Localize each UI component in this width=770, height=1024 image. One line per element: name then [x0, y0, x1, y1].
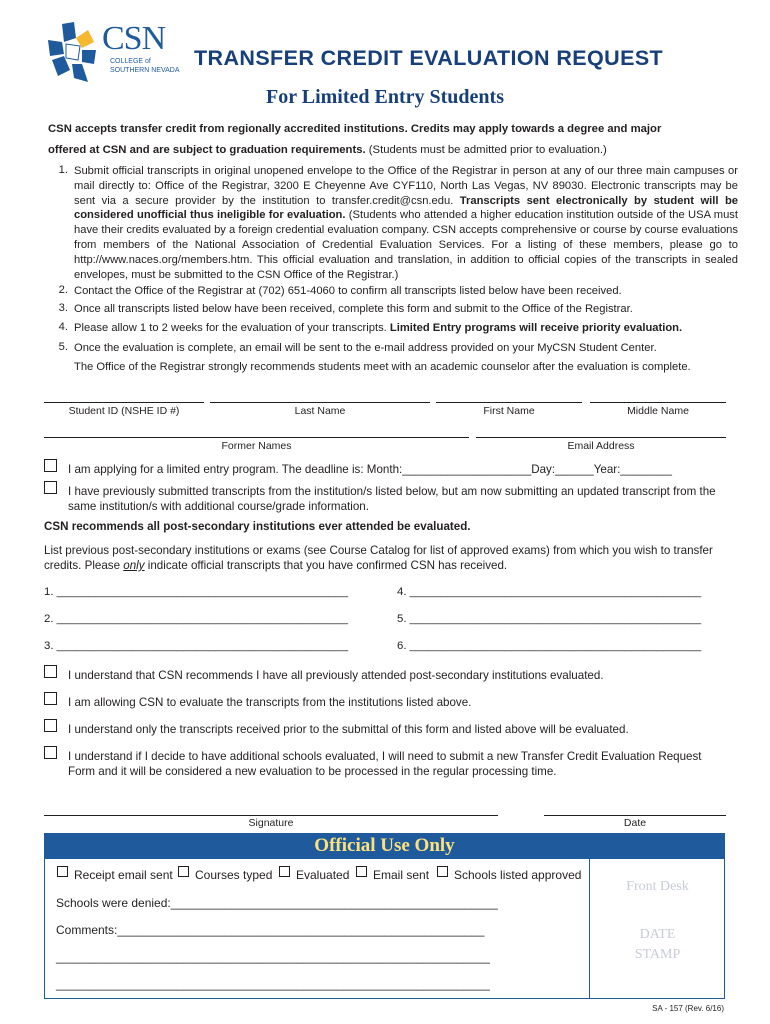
schools-denied-field[interactable]: Schools were denied:_________________________________________________	[56, 896, 498, 910]
form-subtitle: For Limited Entry Students	[266, 86, 504, 108]
list-text: Once the evaluation is complete, an email will be sent to the e-mail address provided on your MyCSN Student Center.	[74, 342, 657, 354]
intro-text	[48, 119, 738, 161]
updated-transcript-checkbox[interactable]	[44, 481, 57, 494]
list-text: Once all transcripts listed below have been received, complete this form and submit to the Office of the Registrar.	[74, 303, 633, 315]
recommend-all-heading: CSN recommends all post-secondary institutions ever attended be evaluated.	[44, 520, 471, 533]
list-instructions-a: List previous post-secondary institutions or exams (see Course Catalog for list of approved exams) from which you wish to transfer credits. Please	[44, 544, 713, 572]
middle-name-field[interactable]	[590, 402, 726, 403]
list-text	[74, 164, 738, 282]
first-name-field[interactable]	[436, 402, 582, 403]
receipt-email-label: Receipt email sent	[74, 868, 173, 882]
institution-line-1[interactable]: 1. ______________________________________________	[44, 586, 349, 598]
logo-sub-2: SOUTHERN NEVADA	[110, 67, 180, 74]
list-number: 5.	[58, 341, 68, 353]
list-number: 1.	[58, 164, 68, 176]
limited-entry-text: I am applying for a limited entry program. The deadline is: Month:____________________Day:______Year:________	[68, 463, 672, 476]
front-desk-label: Front Desk	[626, 879, 689, 894]
limited-entry-checkbox[interactable]	[44, 459, 57, 472]
ack-checkbox-4[interactable]	[44, 746, 57, 759]
date-stamp-label: DATE	[639, 927, 676, 942]
courses-typed-label: Courses typed	[195, 868, 273, 882]
step-4-text: Please allow 1 to 2 weeks for the evaluation of your transcripts.	[74, 322, 390, 334]
comments-line-3[interactable]: _________________________________________________________________	[56, 977, 490, 991]
schools-approved-label: Schools listed approved	[454, 868, 582, 882]
courses-typed-checkbox[interactable]	[178, 866, 189, 877]
institution-line-6[interactable]: 6. ______________________________________________	[397, 640, 702, 652]
form-title: TRANSFER CREDIT EVALUATION REQUEST	[194, 46, 664, 70]
comments-line-2[interactable]: _________________________________________________________________	[56, 950, 490, 964]
csn-logo	[44, 20, 184, 86]
updated-transcript-text: I have previously submitted transcripts from the institution/s listed below, but am now submitting an updated transcript from the same institution/s with additional course/grade information.	[68, 485, 716, 513]
list-number: 4.	[58, 321, 68, 333]
signature-field[interactable]	[44, 815, 498, 816]
former-names-label: Former Names	[221, 440, 292, 452]
ack-text-4: I understand if I decide to have additional schools evaluated, I will need to submit a new Transfer Credit Evaluation Request Form and it will be considered a new evaluation to be processed in the regular processing time.	[68, 750, 702, 778]
email-sent-label: Email sent	[373, 868, 430, 882]
intro-line-2-rest: (Students must be admitted prior to evaluation.)	[365, 144, 607, 156]
ack-text-1: I understand that CSN recommends I have all previously attended post-secondary institutions evaluated.	[68, 669, 604, 682]
middle-name-label: Middle Name	[627, 405, 689, 417]
date-label: Date	[623, 817, 647, 829]
evaluated-label: Evaluated	[296, 868, 350, 882]
stamp-label: STAMP	[634, 947, 681, 962]
step-4-text-bold: Limited Entry programs will receive priority evaluation.	[389, 322, 683, 334]
official-use-title: Official Use Only	[314, 835, 455, 856]
schools-approved-checkbox[interactable]	[437, 866, 448, 877]
step-1-text-bold: Transcripts sent electronically by student will be considered unofficial thus ineligible for evaluation.	[74, 194, 738, 222]
email-sent-checkbox[interactable]	[356, 866, 367, 877]
date-field[interactable]	[544, 815, 726, 816]
institution-line-4[interactable]: 4. ______________________________________________	[397, 586, 702, 598]
list-text	[74, 321, 738, 336]
comments-field[interactable]: Comments:_______________________________________________________	[56, 923, 485, 937]
step-1-text-a: Submit official transcripts in original unopened envelope to the Office of the Registrar in person at any of our three main campuses or mail directly to: Office of the Registrar, 3200 E Cheyenne Ave CYF110, North Las Vegas, NV 89030. Electronic transcripts may be sent via a secure provider by the institution to transfer.credit@csn.edu.	[74, 165, 738, 207]
list-instructions	[44, 543, 728, 573]
intro-line-1: CSN accepts transfer credit from regionally accredited institutions. Credits may apply towards a degree and major	[48, 123, 662, 135]
evaluated-checkbox[interactable]	[279, 866, 290, 877]
email-label: Email Address	[567, 440, 635, 452]
student-id-field[interactable]	[44, 402, 204, 403]
ack-checkbox-1[interactable]	[44, 665, 57, 678]
institution-line-2[interactable]: 2. ______________________________________________	[44, 613, 349, 625]
last-name-field[interactable]	[210, 402, 430, 403]
ack-checkbox-2[interactable]	[44, 692, 57, 705]
email-field[interactable]	[476, 437, 726, 438]
ack-checkbox-3[interactable]	[44, 719, 57, 732]
list-number: 3.	[58, 302, 68, 314]
student-id-label: Student ID (NSHE ID #)	[68, 405, 180, 417]
ack-text-2: I am allowing CSN to evaluate the transcripts from the institutions listed above.	[68, 696, 472, 709]
receipt-email-checkbox[interactable]	[57, 866, 68, 877]
list-number: 2.	[58, 284, 68, 296]
list-instructions-em: only	[123, 559, 145, 572]
counselor-note: The Office of the Registrar strongly recommends students meet with an academic counselor after the evaluation is complete.	[74, 361, 691, 373]
intro-line-2-bold: offered at CSN and are subject to graduation requirements.	[48, 144, 366, 156]
logo-sub-1: COLLEGE of	[110, 58, 151, 65]
institution-line-3[interactable]: 3. ______________________________________________	[44, 640, 349, 652]
list-instructions-b: indicate official transcripts that you have confirmed CSN has received.	[144, 559, 508, 572]
list-text: Contact the Office of the Registrar at (702) 651-4060 to confirm all transcripts listed below have been received.	[74, 285, 622, 297]
step-1-text-b: (Students who attended a higher education institution outside of the USA must have their credits evaluated by a foreign credential evaluation company. CSN accepts comprehensive or course by course evaluations from members of the National Association of Credential Evaluation Services. For a listing of these members, please go to http://www.naces.org/members.htm. This official evaluation and translation, in addition to official copies of the transcripts in sealed envelopes, must be submitted to the CSN Office of the Registrar.)	[74, 209, 738, 281]
signature-label: Signature	[248, 817, 294, 829]
first-name-label: First Name	[483, 405, 535, 417]
logo-wordmark: CSN	[102, 20, 166, 57]
ack-text-3: I understand only the transcripts received prior to the submittal of this form and listed above will be evaluated.	[68, 723, 629, 736]
institution-line-5[interactable]: 5. ______________________________________________	[397, 613, 702, 625]
last-name-label: Last Name	[294, 405, 346, 417]
form-number: SA - 157 (Rev. 6/16)	[652, 1004, 724, 1013]
former-names-field[interactable]	[44, 437, 469, 438]
